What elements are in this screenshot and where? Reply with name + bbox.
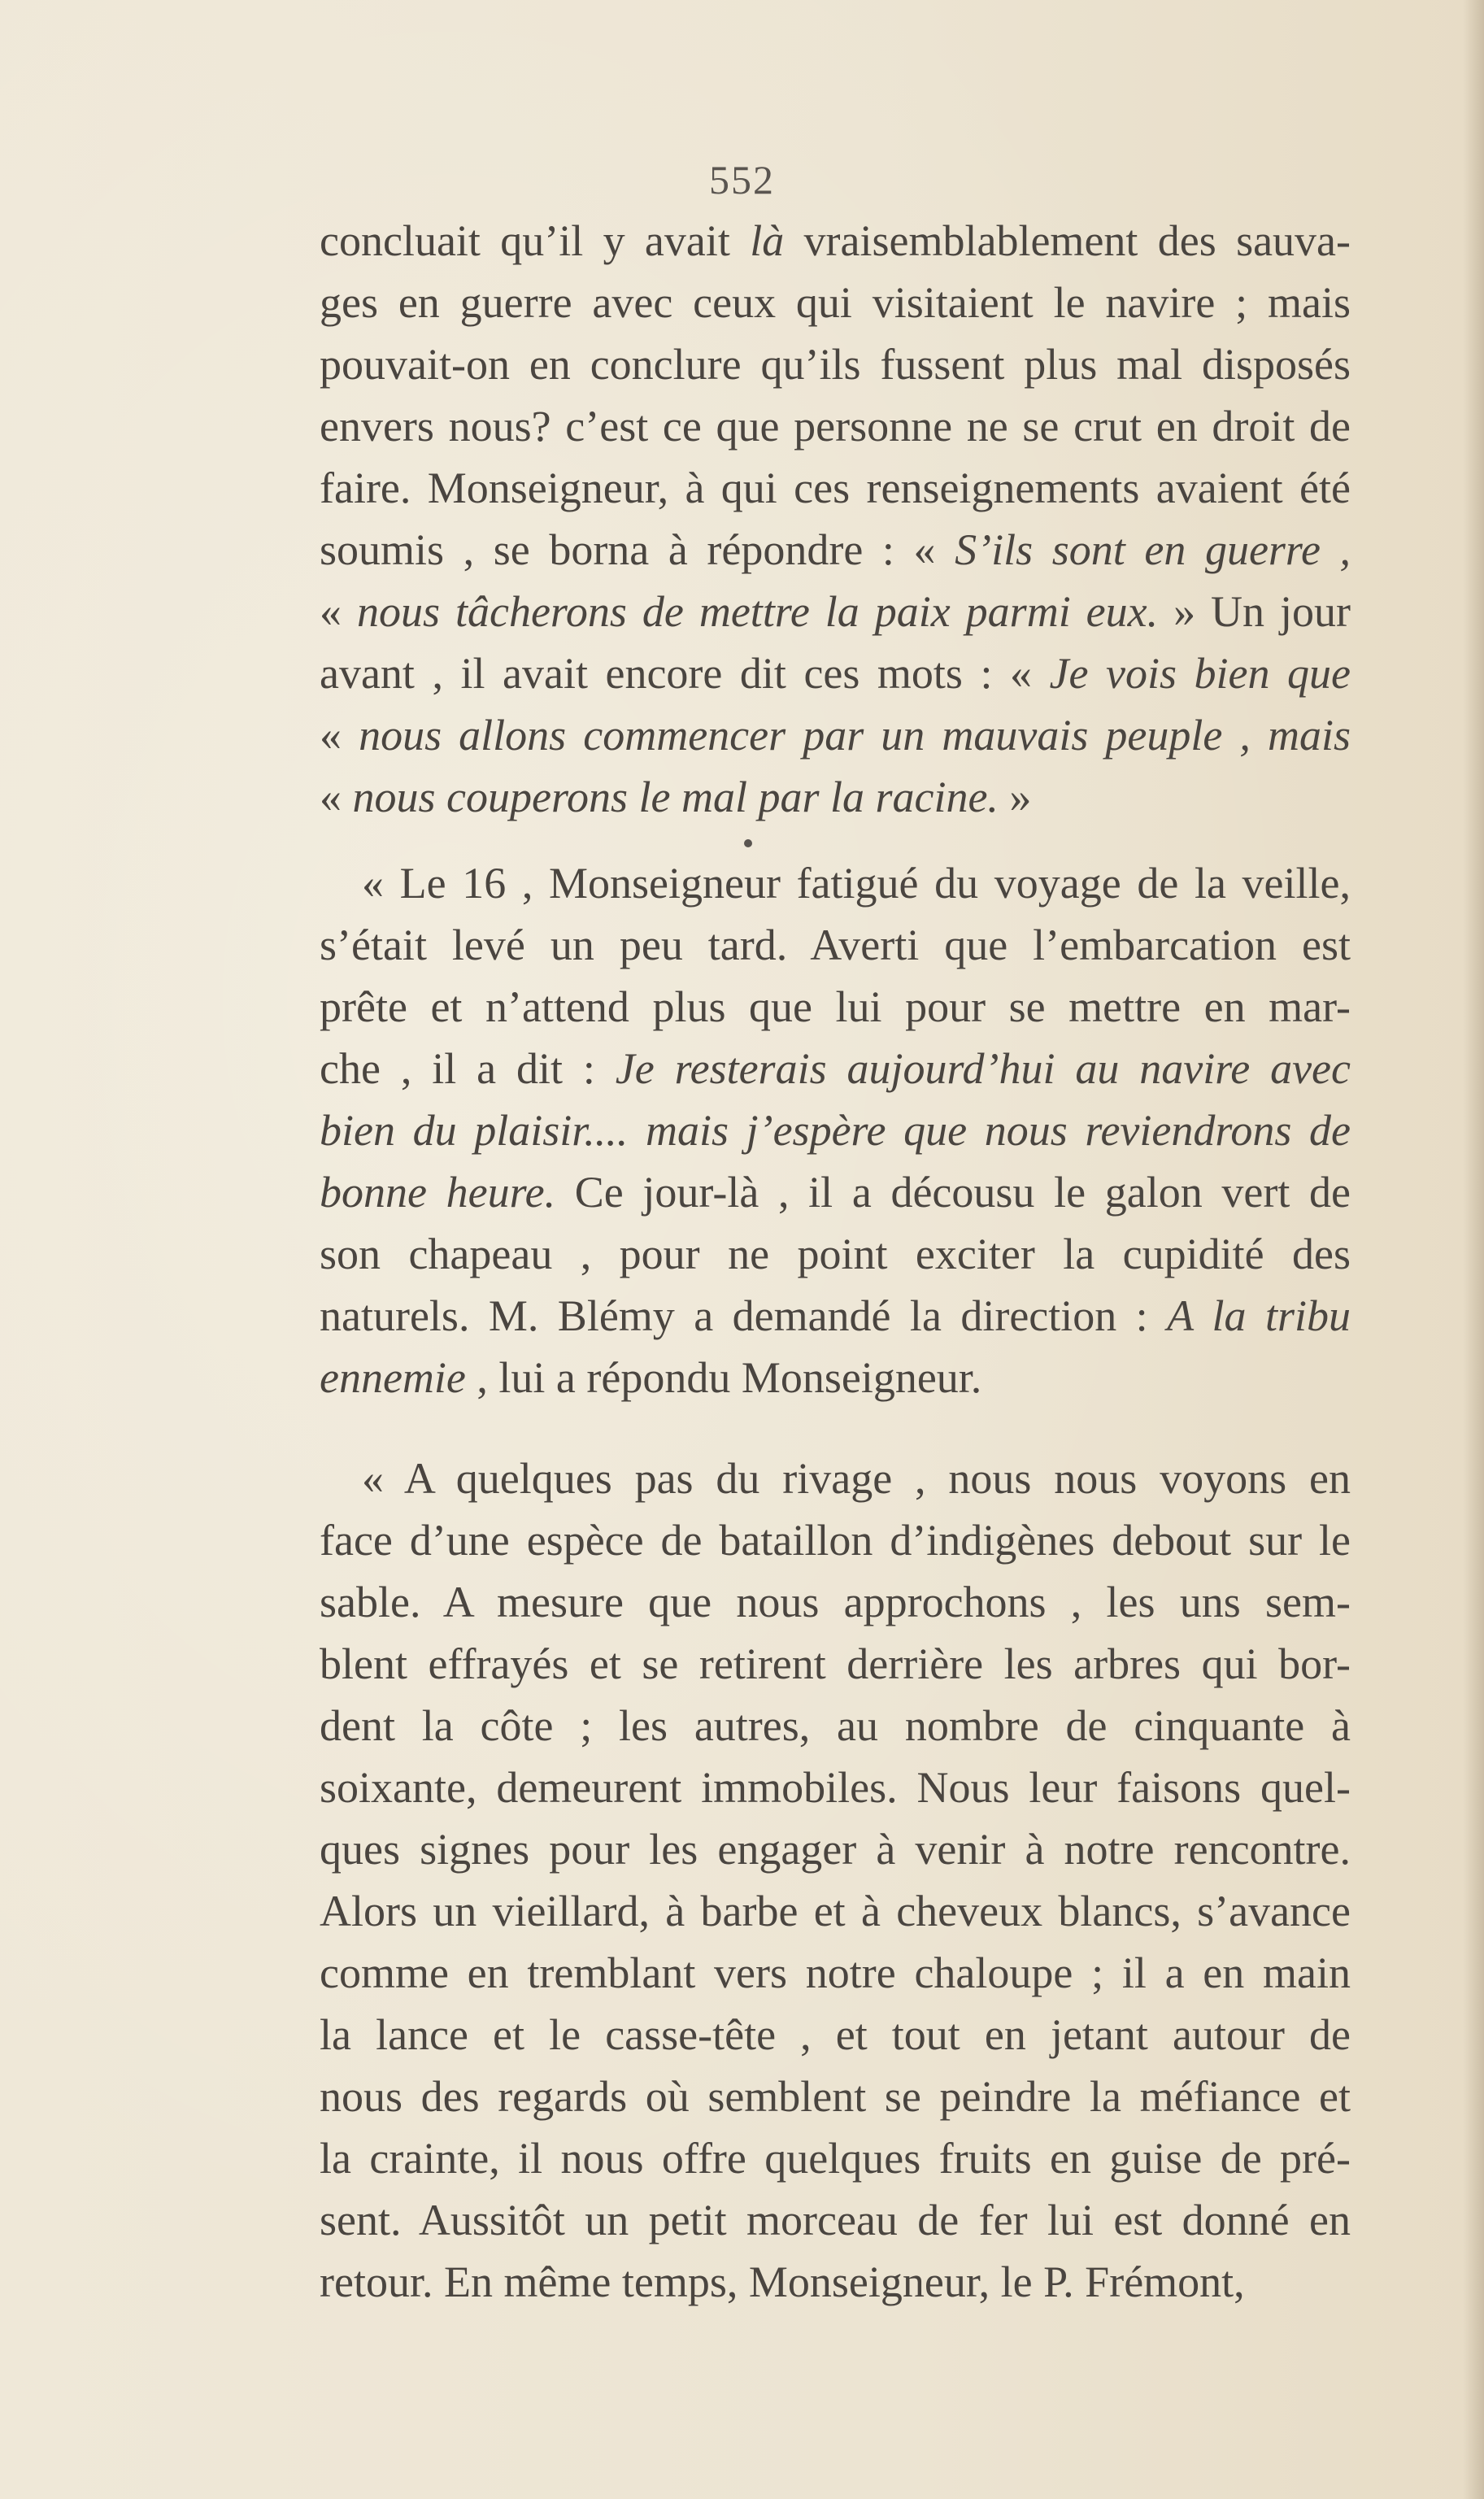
text-line: dent la côte ; les autres, au nombre de cinquante à — [320, 1701, 1351, 1750]
text-line: nous des regards où semblent se peindre la méfiance et — [320, 2072, 1351, 2121]
text-line: ges en guerre avec ceux qui visitaient le navire ; mais — [320, 278, 1351, 327]
text-line: la lance et le casse-tête , et tout en jetant autour de — [320, 2010, 1351, 2059]
text-line: pouvait-on en conclure qu’ils fussent plus mal disposés — [320, 340, 1351, 389]
text-line: ques signes pour les engager à venir à notre rencontre. — [320, 1825, 1351, 1874]
text-line: sable. A mesure que nous approchons , les uns sem- — [320, 1578, 1351, 1626]
text-line: Alors un vieillard, à barbe et à cheveux blancs, s’avance — [320, 1887, 1351, 1935]
text-line: sent. Aussitôt un petit morceau de fer lui est donné en — [320, 2196, 1351, 2244]
text-line: « Le 16 , Monseigneur fatigué du voyage de la veille, — [362, 859, 1351, 908]
text-line: comme en tremblant vers notre chaloupe ; il a en main — [320, 1948, 1351, 1997]
text-line: ennemie , lui a répondu Monseigneur. — [320, 1353, 982, 1402]
text-line: envers nous? c’est ce que personne ne se crut en droit de — [320, 402, 1351, 451]
paragraph-2 — [320, 852, 1351, 1408]
page-edge-shadow — [1463, 0, 1484, 2499]
paragraph-1 — [320, 210, 1351, 828]
paragraph-3 — [320, 1448, 1351, 2313]
text-line: che , il a dit : Je resterais aujourd’hui au navire avec — [320, 1044, 1351, 1093]
ink-dot-mark — [744, 839, 752, 847]
text-line: bonne heure. Ce jour-là , il a décousu le galon vert de — [320, 1168, 1351, 1217]
text-line: faire. Monseigneur, à qui ces renseignements avaient été — [320, 464, 1351, 512]
text-line: son chapeau , pour ne point exciter la cupidité des — [320, 1230, 1351, 1278]
page-number: 552 — [709, 157, 775, 202]
text-line: avant , il avait encore dit ces mots : « Je vois bien que — [320, 649, 1351, 698]
text-line: retour. En même temps, Monseigneur, le P. Frémont, — [320, 2257, 1245, 2306]
text-line: prête et n’attend plus que lui pour se mettre en mar- — [320, 982, 1351, 1031]
text-line: naturels. M. Blémy a demandé la direction : A la tribu — [320, 1291, 1351, 1340]
text-line: bien du plaisir.... mais j’espère que nous reviendrons de — [320, 1106, 1351, 1155]
text-line: soixante, demeurent immobiles. Nous leur faisons quel- — [320, 1763, 1351, 1812]
text-body — [320, 210, 1351, 2313]
text-line: « nous tâcherons de mettre la paix parmi eux. » Un jour — [320, 587, 1351, 636]
text-line: « nous allons commencer par un mauvais peuple , mais — [320, 711, 1351, 760]
text-line: face d’une espèce de bataillon d’indigènes debout sur le — [320, 1516, 1351, 1565]
text-line: soumis , se borna à répondre : « S’ils sont en guerre , — [320, 525, 1351, 574]
text-line: blent effrayés et se retirent derrière les arbres qui bor- — [320, 1639, 1351, 1688]
text-line: « nous couperons le mal par la racine. » — [320, 773, 1032, 821]
text-line: s’était levé un peu tard. Averti que l’embarcation est — [320, 921, 1351, 969]
text-line: concluait qu’il y avait là vraisemblablement des sauva- — [320, 216, 1351, 265]
text-line: la crainte, il nous offre quelques fruits en guise de pré- — [320, 2134, 1351, 2183]
text-line: « A quelques pas du rivage , nous nous voyons en — [362, 1454, 1351, 1503]
paragraph-gap — [320, 1408, 1351, 1448]
paragraph-gap — [320, 828, 1351, 852]
